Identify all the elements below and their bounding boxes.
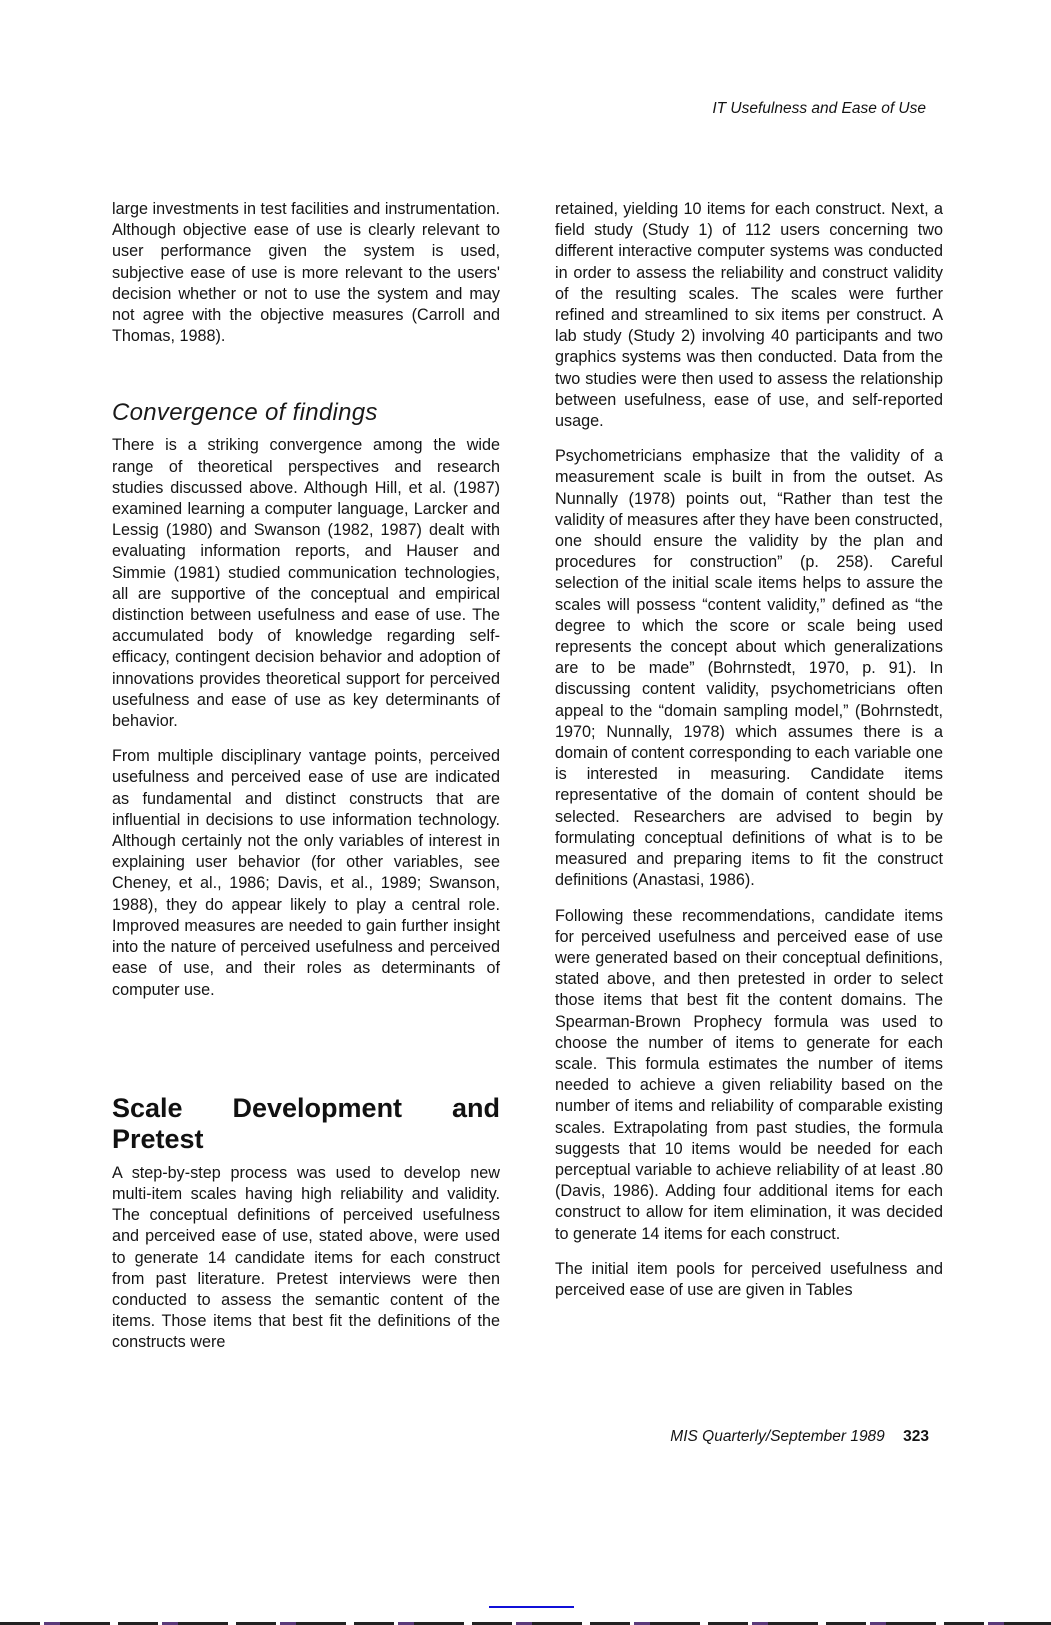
section-heading: Scale Development and Pretest: [112, 1092, 500, 1154]
left-column: [112, 199, 500, 1368]
paragraph: From multiple disciplinary vantage points, perceived usefulness and perceived ease of use are indicated as fundamental and distinct constructs that are influential in decisions to use information technology. Although certainly not the only variables of interest in explaining user behavior (for other variables, see Cheney, et al., 1986; Davis, et al., 1989; Swanson, 1988), they do appear likely to play a central role. Improved measures are needed to gain further insight into the nature of perceived usefulness and perceived ease of use, and their roles as determinants of computer use.: [112, 747, 500, 999]
paragraph: retained, yielding 10 items for each construct. Next, a field study (Study 1) of 112 users concerning two different interactive computer systems was conducted in order to assess the reliability and construct validity of the resulting scales. The scales were further refined and streamlined to six items per construct. A lab study (Study 2) involving 40 participants and two graphics systems was then conducted. Data from the two studies were then used to assess the relationship between usefulness, ease of use, and self-reported usage.: [555, 200, 943, 431]
page-footer: [670, 1428, 929, 1446]
paragraph: The initial item pools for perceived usefulness and perceived ease of use are given in Tables: [555, 1259, 943, 1299]
running-head: IT Usefulness and Ease of Use: [712, 100, 926, 117]
page-number: 323: [903, 1428, 929, 1445]
paragraph: There is a striking convergence among the wide range of theoretical perspectives and research studies discussed above. Although Hill, et al. (1987) examined learning a computer language, Larcker and Lessig (1980) and Swanson (1982, 1987) dealt with evaluating information reports, and Hauser and Simmie (1981) studied communication technologies, all are supportive of the conceptual and empirical distinction between usefulness and ease of use. The accumulated body of knowledge regarding self-efficacy, contingent decision behavior and adoption of innovations provides theoretical support for perceived usefulness and ease of use as key determinants of behavior.: [112, 436, 500, 731]
paragraph: Following these recommendations, candidate items for perceived usefulness and perceived ease of use were generated based on their conceptual definitions, stated above, and then pretested in order to select those items that best fit the content domains. The Spearman-Brown Prophecy formula was used to choose the number of items to generate for each scale. This formula estimates the number of items needed to achieve a given reliability based on the number of items and reliability of comparable existing scales. Extrapolating from past studies, the formula suggests that 10 items would be needed for each perceptual variable to achieve reliability of at least .80 (Davis, 1986). Adding four additional items for each construct to allow for item elimination, it was decided to generate 14 items for each construct.: [555, 906, 943, 1243]
right-column: [555, 199, 943, 1315]
paragraph: large investments in test facilities and instrumentation. Although objective ease of use is clearly relevant to user performance given the system is used, subjective ease of use is more relevant to the users' decision whether or not to use the system and may not agree with the objective measures (Carroll and Thomas, 1988).: [112, 200, 500, 346]
journal-citation: MIS Quarterly/September 1989: [670, 1428, 885, 1445]
link-underline[interactable]: [489, 1606, 574, 1608]
paragraph: A step-by-step process was used to develop new multi-item scales having high reliability and validity. The conceptual definitions of perceived usefulness and perceived ease of use, stated above, were used to generate 14 candidate items for each construct from past literature. Pretest interviews were then conducted to assess the semantic content of the items. Those items that best fit the definitions of the constructs were: [112, 1163, 500, 1352]
paragraph: Psychometricians emphasize that the validity of a measurement scale is built in from the outset. As Nunnally (1978) points out, “Rather than test the validity of measures after they have been constructed, one should ensure the validity by the plan and procedures for construction” (p. 258). Careful selection of the initial scale items helps to assure the scales will possess “content validity,” defined as “the degree to which the score or scale being used represents the concept about which generalizations are to be made” (Bohrnstedt, 1970, p. 91). In discussing content validity, psychometricians often appeal to the “domain sampling model,” (Bohrnstedt, 1970; Nunnally, 1978) which assumes there is a domain of content corresponding to each variable one is interested in measuring. Candidate items representative of the domain of content should be selected. Researchers are advised to begin by formulating conceptual definitions of what is to be measured and preparing items to fit the construct definitions (Anastasi, 1986).: [555, 447, 943, 890]
subsection-heading: Convergence of findings: [112, 399, 378, 427]
